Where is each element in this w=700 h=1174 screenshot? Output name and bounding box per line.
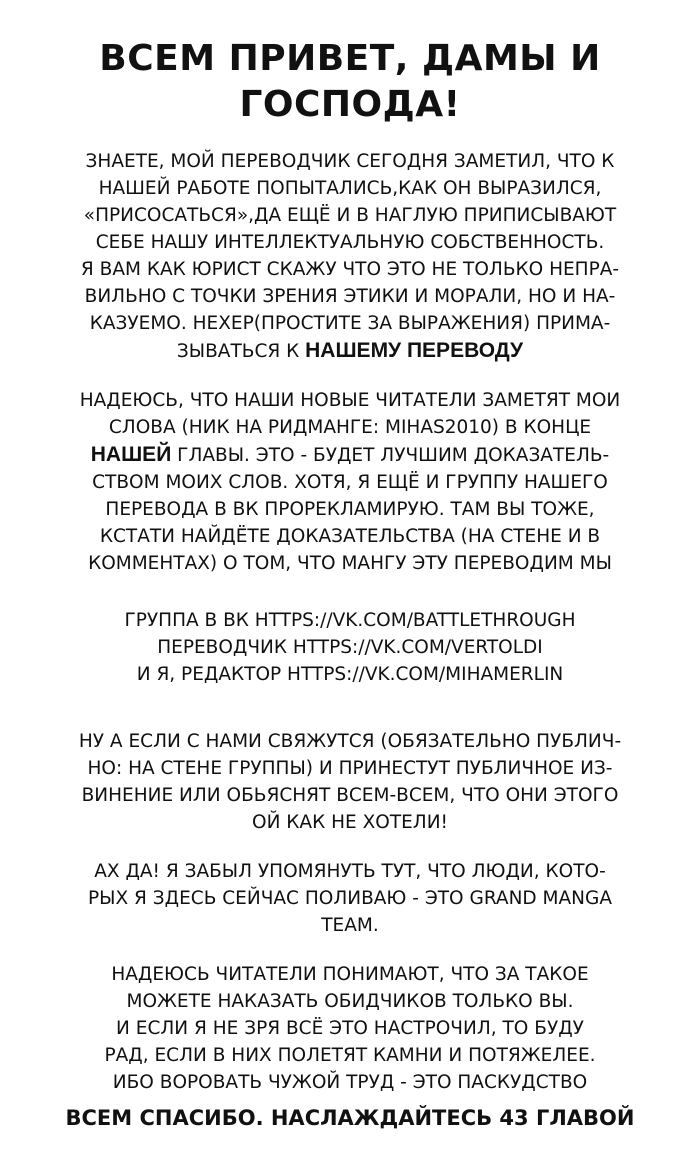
text-line: СТВОМ МОИХ СЛОВ. ХОТЯ, Я ЕЩЁ И ГРУППУ НАШЕГО — [92, 472, 608, 493]
text-line: НАШЕЙ РАБОТЕ ПОПЫТАЛИСЬ,КАК ОН ВЫРАЗИЛСЯ, — [98, 178, 602, 199]
paragraph-team — [20, 858, 680, 939]
text-line: КСТАТИ НАЙДЁТЕ ДОКАЗАТЕЛЬСТВА (НА СТЕНЕ И В — [99, 526, 601, 547]
title-line-1: ВСЕМ ПРИВЕТ, ДАМЫ И — [99, 38, 601, 79]
text-line: НУ А ЕСЛИ С НАМИ СВЯЖУТСЯ (ОБЯЗАТЕЛЬНО ПУБЛИЧ- — [78, 731, 622, 752]
text-line: ВИНЕНИЕ ИЛИ ОБЬЯСНЯТ ВСЕМ-ВСЕМ, ЧТО ОНИ ЭТОГО — [81, 785, 619, 806]
text-line: ВИЛЬНО С ТОЧКИ ЗРЕНИЯ ЭТИКИ И МОРАЛИ, НО И НА- — [84, 286, 616, 307]
text-line: НАДЕЮСЬ, ЧТО НАШИ НОВЫЕ ЧИТАТЕЛИ ЗАМЕТЯТ МОИ — [79, 390, 621, 411]
text-line: И ЕСЛИ Я НЕ ЗРЯ ВСЁ ЭТО НАСТРОЧИЛ, ТО БУДУ — [116, 1018, 584, 1039]
text-line: АХ ДА! Я ЗАБЫЛ УПОМЯНУТЬ ТУТ, ЧТО ЛЮДИ, КОТО- — [94, 861, 606, 882]
text-segment: ГЛАВЫ. ЭТО - БУДЕТ ЛУЧШИМ ДОКАЗАТЕЛЬ- — [171, 445, 610, 466]
text-line: НАДЕЮСЬ ЧИТАТЕЛИ ПОНИМАЮТ, ЧТО ЗА ТАКОЕ — [111, 964, 589, 985]
text-line: СЛОВА (НИК НА РИДМАНГЕ: MIHAS2010) В КОНЦЕ — [108, 417, 592, 438]
text-line: РАД, ЕСЛИ В НИХ ПОЛЕТЯТ КАМНИ И ПОТЯЖЕЛЕЕ. — [104, 1045, 596, 1066]
paragraph-closing — [20, 961, 680, 1096]
text-line — [20, 337, 680, 365]
text-segment: ЗЫВАТЬСЯ К — [176, 341, 306, 362]
text-line: ИБО ВОРОВАТЬ ЧУЖОЙ ТРУД - ЭТО ПАСКУДСТВО — [112, 1072, 588, 1093]
text-line: РЫХ Я ЗДЕСЬ СЕЙЧАС ПОЛИВАЮ - ЭТО GRAND MANGA — [88, 888, 612, 909]
page-title — [20, 36, 680, 128]
text-line: ОЙ КАК НЕ ХОТЕЛИ! — [252, 812, 448, 833]
paragraph-readers — [20, 387, 680, 577]
translator-link: ПЕРЕВОДЧИК HTTPS://VK.COM/VERTOLDI — [157, 637, 543, 658]
emphasized-text: НАШЕМУ ПЕРЕВОДУ — [305, 339, 524, 362]
text-line: СЕБЕ НАШУ ИНТЕЛЛЕКТУАЛЬНУЮ СОБСТВЕННОСТЬ. — [95, 232, 605, 253]
text-line: TEAM. — [321, 915, 379, 936]
footer-thanks: ВСЕМ СПАСИБО. НАСЛАЖДАЙТЕСЬ 43 ГЛАВОЙ — [65, 1106, 635, 1130]
editor-link: И Я, РЕДАКТОР HTTPS://VK.COM/MIHAMERLIN — [136, 664, 564, 685]
text-line — [20, 441, 680, 469]
text-line: ЗНАЕТЕ, МОЙ ПЕРЕВОДЧИК СЕГОДНЯ ЗАМЕТИЛ, ЧТО К — [85, 151, 615, 172]
text-line: НО: НА СТЕНЕ ГРУППЫ) И ПРИНЕСТУТ ПУБЛИЧНОЕ ИЗ- — [87, 758, 613, 779]
title-line-2: ГОСПОДА! — [239, 84, 461, 125]
vk-group-link: ГРУППА В ВК HTTPS://VK.COM/BATTLETHROUGH — [124, 610, 576, 631]
emphasized-text: НАШЕЙ — [90, 443, 172, 466]
paragraph-intro — [20, 148, 680, 365]
text-line: КОММЕНТАХ) О ТОМ, ЧТО МАНГУ ЭТУ ПЕРЕВОДИМ МЫ — [88, 553, 612, 574]
text-line: ПЕРЕВОДА В ВК ПРОРЕКЛАМИРУЮ. ТАМ ВЫ ТОЖЕ, — [105, 499, 595, 520]
links-block — [20, 607, 680, 688]
text-line: Я ВАМ КАК ЮРИСТ СКАЖУ ЧТО ЭТО НЕ ТОЛЬКО НЕПРА- — [80, 259, 620, 280]
paragraph-apology — [20, 728, 680, 836]
text-line: МОЖЕТЕ НАКАЗАТЬ ОБИДЧИКОВ ТОЛЬКО ВЫ. — [126, 991, 574, 1012]
text-line: «ПРИСОСАТЬСЯ»,ДА ЕЩЁ И В НАГЛУЮ ПРИПИСЫВАЮТ — [83, 205, 617, 226]
text-line: КАЗУЕМО. НЕХЕР(ПРОСТИТЕ ЗА ВЫРАЖЕНИЯ) ПРИМА- — [89, 313, 611, 334]
